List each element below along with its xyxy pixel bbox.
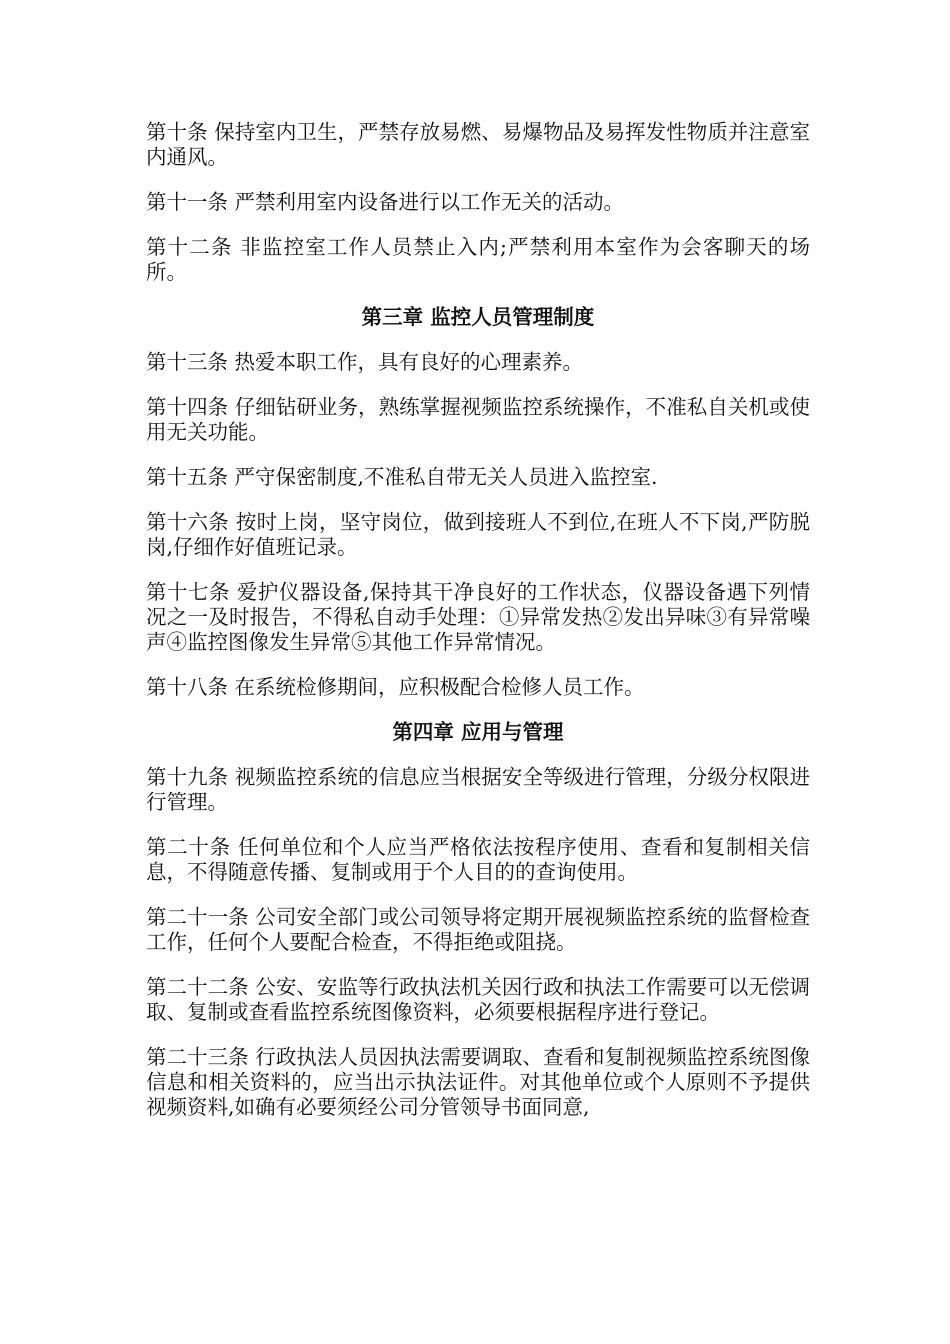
document-body bbox=[146, 120, 810, 1140]
article-16: 第十六条 按时上岗，坚守岗位，做到接班人不到位,在班人不下岗,严防脱岗,仔细作好值班记录。 bbox=[146, 510, 810, 559]
chapter-3-heading: 第三章 监控人员管理制度 bbox=[361, 305, 595, 329]
article-21: 第二十一条 公司安全部门或公司领导将定期开展视频监控系统的监督检查工作，任何个人要配合检查，不得拒绝或阻挠。 bbox=[146, 905, 810, 954]
article-20: 第二十条 任何单位和个人应当严格依法按程序使用、查看和复制相关信息，不得随意传播、复制或用于个人目的的查询使用。 bbox=[146, 835, 810, 884]
article-12: 第十二条 非监控室工作人员禁止入内;严禁利用本室作为会客聊天的场所。 bbox=[146, 235, 810, 284]
article-18: 第十八条 在系统检修期间，应积极配合检修人员工作。 bbox=[146, 675, 645, 699]
article-14: 第十四条 仔细钻研业务，熟练掌握视频监控系统操作，不准私自关机或使用无关功能。 bbox=[146, 395, 810, 444]
article-11: 第十一条 严禁利用室内设备进行以工作无关的活动。 bbox=[146, 190, 625, 214]
article-10: 第十条 保持室内卫生，严禁存放易燃、易爆物品及易挥发性物质并注意室内通风。 bbox=[146, 120, 810, 169]
article-17: 第十七条 爱护仪器设备,保持其干净良好的工作状态，仪器设备遇下列情况之一及时报告，不得私自动手处理：①异常发热②发出异味③有异常噪声④监控图像发生异常⑤其他工作异常情况。 bbox=[146, 580, 810, 654]
article-13: 第十三条 热爱本职工作，具有良好的心理素养。 bbox=[146, 350, 584, 374]
article-15: 第十五条 严守保密制度,不准私自带无关人员进入监控室. bbox=[146, 465, 658, 489]
chapter-4-heading: 第四章 应用与管理 bbox=[392, 720, 564, 744]
article-19: 第十九条 视频监控系统的信息应当根据安全等级进行管理，分级分权限进行管理。 bbox=[146, 765, 810, 814]
article-23: 第二十三条 行政执法人员因执法需要调取、查看和复制视频监控系统图像信息和相关资料的，应当出示执法证件。对其他单位或个人原则不予提供视频资料,如确有必要须经公司分管领导书面同意, bbox=[146, 1045, 810, 1119]
article-22: 第二十二条 公安、安监等行政执法机关因行政和执法工作需要可以无偿调取、复制或查看监控系统图像资料，必须要根据程序进行登记。 bbox=[146, 975, 810, 1024]
